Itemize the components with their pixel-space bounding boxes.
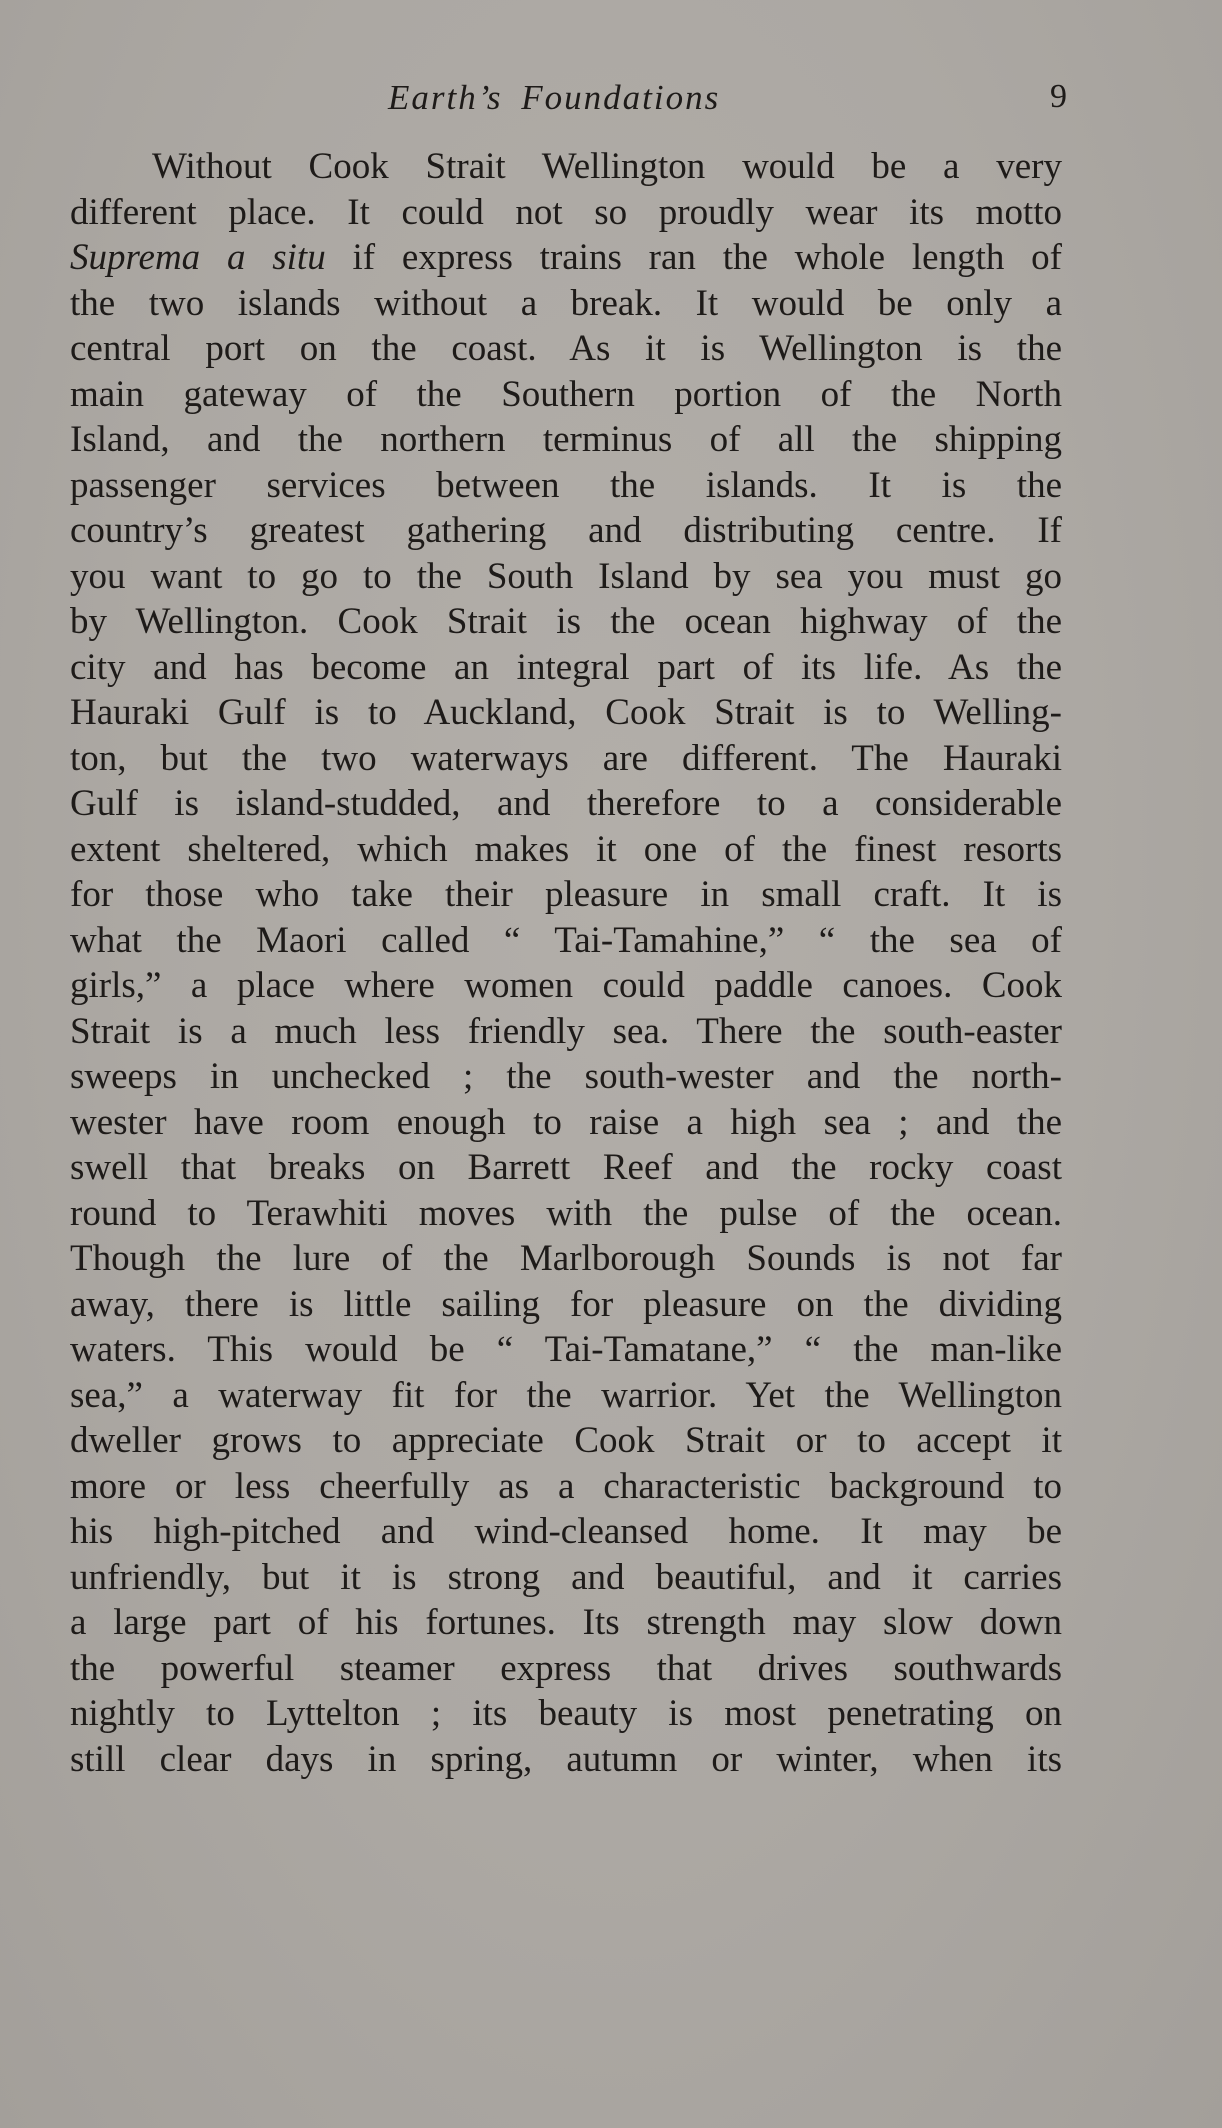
text-line: what the Maori called “ Tai-Tamahine,” “ the sea of [70,919,1062,961]
text-line: different place. It could not so proudly wear its motto [70,191,1062,233]
text-line: round to Terawhiti moves with the pulse of the ocean. [70,1192,1062,1234]
text-line: city and has become an integral part of its life. As the [70,646,1062,688]
page-number: 9 [1050,78,1067,115]
text-line: nightly to Lyttelton ; its beauty is most penetrating on [70,1693,1062,1734]
text-line: the powerful steamer express that drives southwards [70,1647,1062,1689]
text-line: Gulf is island-studded, and therefore to a considerable [70,783,1062,824]
text-line-remainder: if express trains ran the whole length of [352,237,1062,278]
text-line: Without Cook Strait Wellington would be a very [152,146,1062,187]
text-line: sweeps in unchecked ; the south-wester and the north- [70,1056,1062,1097]
text-line: country’s greatest gathering and distributing centre. If [70,510,1062,551]
text-line: waters. This would be “ Tai-Tamatane,” “ the man-like [70,1329,1062,1370]
text-line: for those who take their pleasure in small craft. It is [70,874,1062,915]
text-line: dweller grows to appreciate Cook Strait or to accept it [70,1420,1062,1461]
text-line: central port on the coast. As it is Wellington is the [70,328,1062,369]
running-title: Earth’s Foundations [388,78,721,117]
text-line: wester have room enough to raise a high sea ; and the [70,1101,1062,1143]
text-line: ton, but the two waterways are different. The Hauraki [70,737,1062,779]
text-line: extent sheltered, which makes it one of the finest resorts [70,828,1062,870]
text-line: sea,” a waterway fit for the warrior. Yet the Wellington [70,1374,1062,1416]
running-head [70,78,1070,122]
text-line: his high-pitched and wind-cleansed home. It may be [70,1511,1062,1552]
text-line: still clear days in spring, autumn or winter, when its [70,1738,1062,1780]
text-line: passenger services between the islands. It is the [70,464,1062,506]
text-line: unfriendly, but it is strong and beautiful, and it carries [70,1556,1062,1598]
motto: Suprema a situ [70,237,326,278]
text-line: by Wellington. Cook Strait is the ocean highway of the [70,601,1062,642]
text-line: a large part of his fortunes. Its strength may slow down [70,1602,1062,1643]
text-line: Though the lure of the Marlborough Sounds is not far [70,1238,1062,1279]
text-line: the two islands without a break. It would be only a [70,282,1062,324]
text-line: away, there is little sailing for pleasure on the dividing [70,1283,1062,1325]
text-line: girls,” a place where women could paddle canoes. Cook [70,965,1062,1006]
text-line: you want to go to the South Island by sea you must go [70,555,1062,597]
text-line-with-motto [70,235,1062,281]
text-line: Hauraki Gulf is to Auckland, Cook Strait is to Welling- [70,692,1062,733]
text-line: swell that breaks on Barrett Reef and the rocky coast [70,1147,1062,1188]
body-paragraph [70,144,1062,1782]
text-line: main gateway of the Southern portion of the North [70,373,1062,415]
text-line: Island, and the northern terminus of all the shipping [70,419,1062,460]
text-line: more or less cheerfully as a characteristic background to [70,1465,1062,1507]
text-line: Strait is a much less friendly sea. There the south-easter [70,1010,1062,1052]
